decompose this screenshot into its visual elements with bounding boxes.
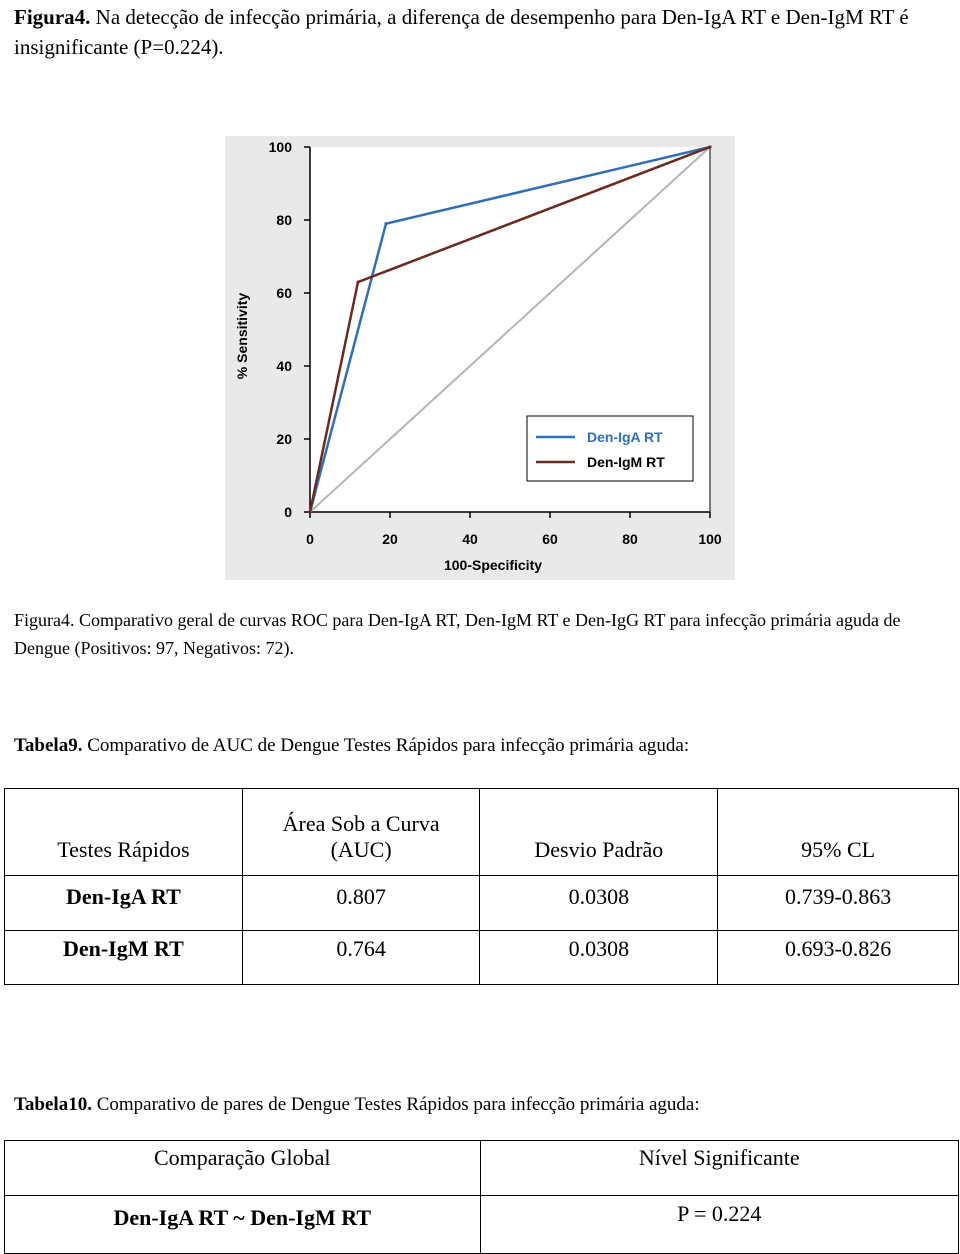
table-header-row [5, 1141, 959, 1196]
y-tick-label: 0 [284, 504, 292, 520]
auc-cell: 0.807 [242, 876, 480, 931]
roc-point [384, 222, 387, 225]
std-dev-cell: 0.0308 [480, 876, 718, 931]
table10-title: Comparativo de pares de Dengue Testes Rápidos para infecção primária aguda: [96, 1094, 700, 1115]
table9-auc [4, 788, 959, 985]
y-axis-label: % Sensitivity [234, 292, 250, 380]
y-tick-label: 60 [276, 285, 292, 301]
ci-cell: 0.693-0.826 [718, 931, 959, 985]
header-cell: 95% CL [718, 789, 959, 876]
comparison-cell: Den-IgA RT ~ Den-IgM RT [5, 1196, 481, 1254]
table-row [5, 876, 959, 931]
std-dev-cell: 0.0308 [480, 931, 718, 985]
x-tick-label: 60 [542, 531, 558, 547]
table9-label: Tabela9. [14, 735, 83, 756]
intro-label: Figura4. [14, 5, 91, 29]
y-tick-label: 100 [268, 139, 292, 155]
header-cell: Desvio Padrão [480, 789, 718, 876]
x-tick-label: 20 [382, 531, 398, 547]
roc-point [308, 510, 311, 513]
legend-label-den-iga: Den-IgA RT [587, 429, 663, 445]
y-tick-label: 80 [276, 212, 292, 228]
x-tick-label: 100 [698, 531, 722, 547]
x-tick-label: 0 [306, 531, 314, 547]
x-tick-label: 80 [622, 531, 638, 547]
table10-caption [14, 1092, 700, 1118]
table9-caption [14, 733, 689, 759]
intro-paragraph [14, 2, 950, 62]
header-cell: Área Sob a Curva (AUC) [242, 789, 480, 876]
table10-label: Tabela10. [14, 1094, 92, 1115]
table-row [5, 1196, 959, 1254]
table-header-row [5, 789, 959, 876]
legend [527, 416, 693, 481]
table10-pairs [4, 1140, 959, 1254]
table9-title: Comparativo de AUC de Dengue Testes Rápidos para infecção primária aguda: [87, 735, 690, 756]
x-tick-label: 40 [462, 531, 478, 547]
header-cell: Comparação Global [5, 1141, 481, 1196]
roc-chart [225, 136, 735, 580]
roc-point [708, 145, 711, 148]
legend-box [527, 416, 693, 481]
legend-label-den-igm: Den-IgM RT [587, 454, 665, 470]
header-cell: Testes Rápidos [5, 789, 243, 876]
auc-cell: 0.764 [242, 931, 480, 985]
intro-text: Na detecção de infecção primária, a diferença de desempenho para Den-IgA RT e Den-IgM RT é insignificante (P=0.224). [14, 5, 909, 59]
roc-figure [225, 136, 735, 580]
roc-point [356, 280, 359, 283]
significance-cell: P = 0.224 [480, 1196, 959, 1254]
y-tick-label: 40 [276, 358, 292, 374]
header-cell: Nível Significante [480, 1141, 959, 1196]
test-name-cell: Den-IgA RT [5, 876, 243, 931]
table-row [5, 931, 959, 985]
y-tick-label: 20 [276, 431, 292, 447]
test-name-cell: Den-IgM RT [5, 931, 243, 985]
x-axis-label: 100-Specificity [443, 557, 543, 573]
ci-cell: 0.739-0.863 [718, 876, 959, 931]
figure-caption: Figura4. Comparativo geral de curvas ROC para Den-IgA RT, Den-IgM RT e Den-IgG RT para infecção primária aguda de Dengue (Positivos: 97, Negativos: 72). [14, 610, 901, 658]
